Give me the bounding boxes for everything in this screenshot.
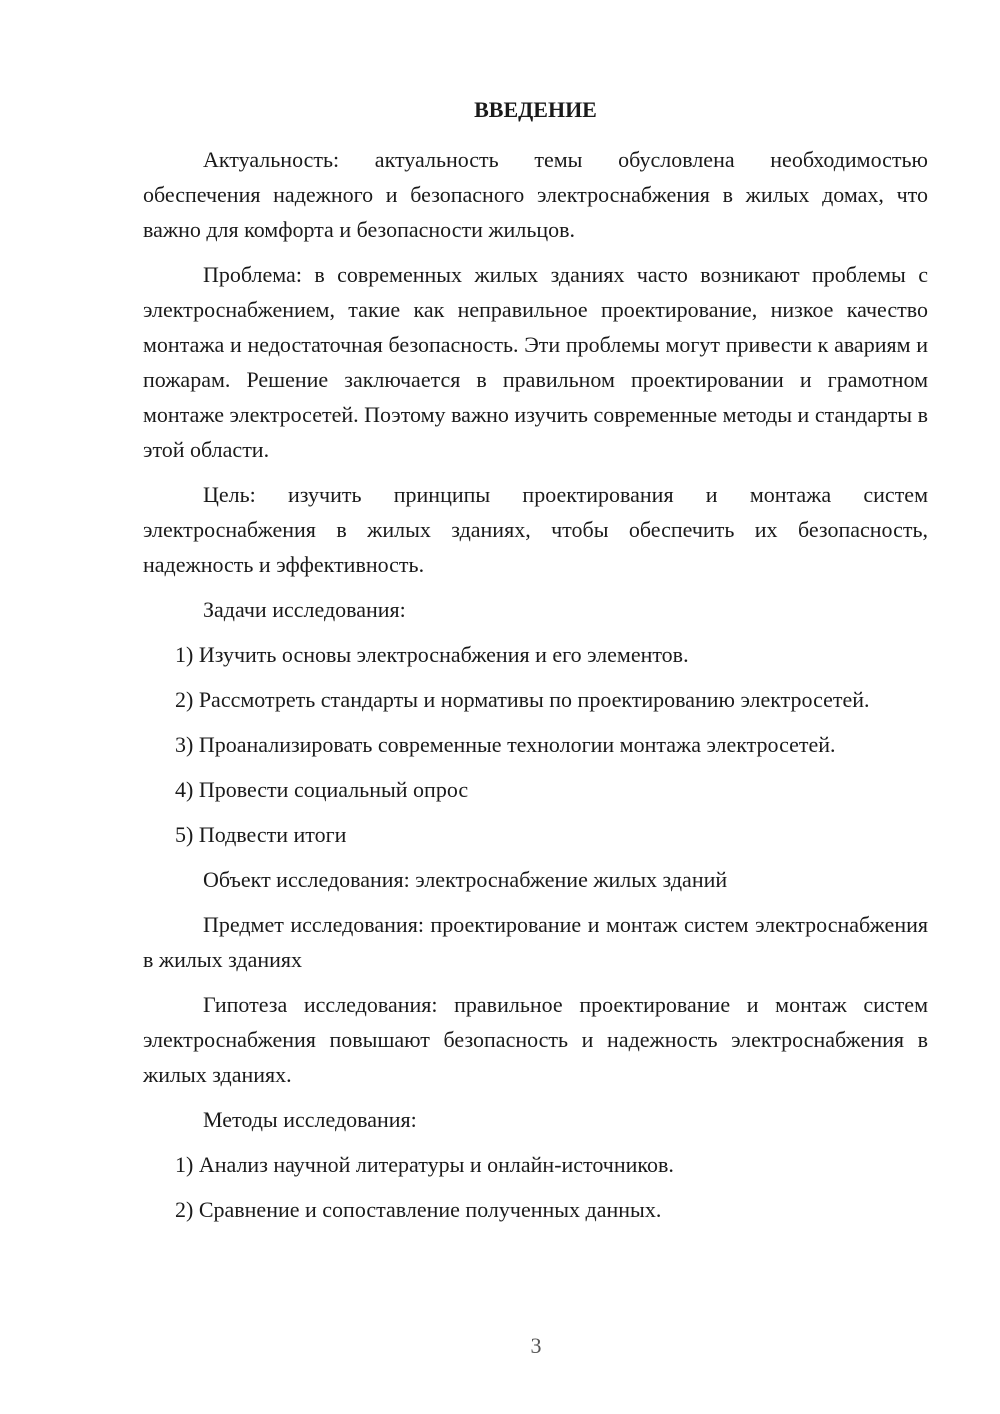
paragraph-hypothesis: Гипотеза исследования: правильное проектирование и монтаж систем электроснабжения повышают безопасность и надежность электроснабжения в жилых зданиях. (143, 992, 928, 1087)
paragraph-relevance: Актуальность: актуальность темы обусловлена необходимостью обеспечения надежного и безопасного электроснабжения в жилых домах, что важно для комфорта и безопасности жильцов. (143, 147, 928, 242)
paragraph-subject: Предмет исследования: проектирование и монтаж систем электроснабжения в жилых зданиях (143, 912, 928, 972)
method-item-1: 1) Анализ научной литературы и онлайн-источников. (175, 1152, 674, 1177)
paragraph-methods-heading: Методы исследования: (203, 1107, 417, 1132)
paragraph-goal: Цель: изучить принципы проектирования и монтажа систем электроснабжения в жилых зданиях, чтобы обеспечить их безопасность, надежность и эффективность. (143, 482, 928, 577)
page-title: ВВЕДЕНИЕ (474, 97, 597, 122)
method-item-2: 2) Сравнение и сопоставление полученных данных. (175, 1197, 662, 1222)
task-item-1: 1) Изучить основы электроснабжения и его элементов. (175, 642, 689, 667)
task-item-5: 5) Подвести итоги (175, 822, 347, 847)
task-item-4: 4) Провести социальный опрос (175, 777, 469, 802)
paragraph-tasks-heading: Задачи исследования: (203, 597, 406, 622)
document-body (143, 88, 928, 1237)
task-item-2: 2) Рассмотреть стандарты и нормативы по проектированию электросетей. (175, 687, 870, 712)
paragraph-problem: Проблема: в современных жилых зданиях часто возникают проблемы с электроснабжением, такие как неправильное проектирование, низкое качество монтажа и недостаточная безопасность. Эти проблемы могут привести к авариям и пожарам. Решение заключается в правильном проектировании и грамотном монтаже электросетей. Поэтому важно изучить современные методы и стандарты в этой области. (143, 262, 928, 462)
page-number: 3 (530, 1333, 542, 1358)
paragraph-object: Объект исследования: электроснабжение жилых зданий (203, 867, 728, 892)
task-item-3: 3) Проанализировать современные технологии монтажа электросетей. (175, 732, 836, 757)
